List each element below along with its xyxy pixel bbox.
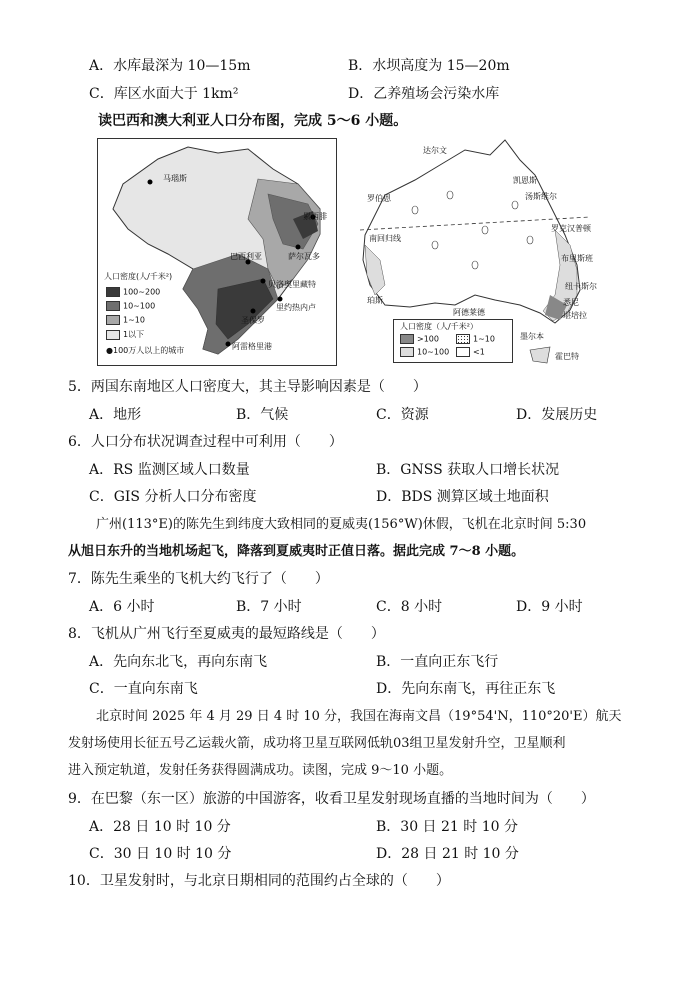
q9-option-b: B．30 日 21 时 10 分 [376, 819, 518, 835]
intro-5-6: 读巴西和澳大利亚人口分布图，完成 5～6 小题。 [98, 113, 408, 129]
q9-option-c: C．30 日 10 时 10 分 [89, 846, 232, 862]
australia-legend-2: 1~10 [456, 334, 495, 344]
australia-legend-3: 10~100 [400, 347, 449, 357]
label-rio: 里约热内卢 [276, 303, 316, 312]
q6-stem: 6．人口分布状况调查过程中可利用（ ） [68, 434, 343, 450]
q7-option-d: D．9 小时 [516, 599, 583, 615]
q4-option-d: D．乙养殖场会污染水库 [348, 86, 500, 102]
label-brasilia: 巴西利亚 [230, 252, 262, 261]
q10-stem: 10．卫星发射时，与北京日期相同的范围约占全球的（ ） [68, 873, 450, 889]
intro-9-10-line2: 发射场使用长征五号乙运载火箭，成功将卫星互联网低轨03组卫星发射升空，卫星顺利 [68, 736, 566, 751]
label-townsville: 汤斯维尔 [525, 192, 557, 201]
label-perth: 珀斯 [367, 296, 383, 305]
label-canberra: 堪培拉 [563, 311, 587, 320]
australia-legend [393, 319, 513, 363]
label-brisbane: 布里斯班 [561, 254, 593, 263]
q7-stem: 7．陈先生乘坐的飞机大约飞行了（ ） [68, 571, 329, 587]
label-rockhampton: 罗克汉普顿 [551, 224, 591, 233]
brazil-legend-city: ●100万人以上的城市 [106, 346, 185, 355]
intro-9-10-line1: 北京时间 2025 年 4 月 29 日 4 时 10 分，我国在海南文昌（19°54'N，110°20'E）航天 [96, 709, 622, 724]
q6-option-b: B．GNSS 获取人口增长状况 [376, 462, 560, 478]
q6-option-d: D．BDS 测算区域土地面积 [376, 489, 549, 505]
label-manaus: 马瑙斯 [163, 174, 187, 183]
intro-9-10-line3: 进入预定轨道，发射任务获得圆满成功。读图，完成 9～10 小题。 [68, 763, 453, 778]
label-cairns: 凯恩斯 [513, 176, 537, 185]
q7-option-b: B．7 小时 [236, 599, 302, 615]
q5-option-b: B．气候 [236, 407, 289, 423]
label-sydney: 悉尼 [563, 298, 579, 307]
q8-option-d: D．先向东南飞，再往正东飞 [376, 681, 556, 697]
brazil-legend-title: 人口密度(人/千米²) [104, 272, 173, 281]
q4-option-b: B．水坝高度为 15—20m [348, 58, 510, 74]
australia-legend-title: 人口密度（人/千米²） [400, 322, 478, 331]
label-tropic: 南回归线 [369, 234, 401, 243]
q5-stem: 5．两国东南地区人口密度大，其主导影响因素是（ ） [68, 379, 427, 395]
q5-option-d: D．发展历史 [516, 407, 598, 423]
q8-option-c: C．一直向东南飞 [89, 681, 198, 697]
intro-7-8-line1: 广州(113°E)的陈先生到纬度大致相同的夏威夷(156°W)休假，飞机在北京时间 5:30 [96, 517, 587, 532]
q7-option-a: A．6 小时 [89, 599, 155, 615]
label-roebourne: 罗伯恩 [367, 194, 391, 203]
label-sao-paulo: 圣保罗 [241, 316, 265, 325]
q7-option-c: C．8 小时 [376, 599, 443, 615]
brazil-legend-3: 1~10 [106, 315, 145, 325]
q5-option-c: C．资源 [376, 407, 429, 423]
brazil-legend-1: 100~200 [106, 287, 160, 297]
q5-option-a: A．地形 [89, 407, 142, 423]
q6-option-c: C．GIS 分析人口分布密度 [89, 489, 257, 505]
q9-stem: 9．在巴黎（东一区）旅游的中国游客，收看卫星发射现场直播的当地时间为（ ） [68, 791, 595, 807]
label-melbourne: 墨尔本 [520, 332, 544, 341]
label-belo-horizonte: 贝洛奥里藏特 [268, 280, 316, 289]
label-porto-alegre: 阿雷格里港 [232, 342, 272, 351]
q4-option-a: A．水库最深为 10—15m [89, 58, 251, 74]
q6-option-a: A．RS 监测区域人口数量 [89, 462, 250, 478]
q9-option-a: A．28 日 10 时 10 分 [89, 819, 231, 835]
q4-option-c: C．库区水面大于 1km² [89, 86, 239, 102]
label-newcastle: 纽卡斯尔 [565, 282, 597, 291]
q8-option-a: A．先向东北飞，再向东南飞 [89, 654, 268, 670]
q8-option-b: B．一直向正东飞行 [376, 654, 499, 670]
label-hobart: 霍巴特 [555, 352, 579, 361]
australia-map [355, 135, 600, 365]
label-recife: 累西腓 [303, 212, 327, 221]
brazil-legend-2: 10~100 [106, 301, 155, 311]
q9-option-d: D．28 日 21 时 10 分 [376, 846, 519, 862]
australia-legend-4: <1 [456, 347, 485, 357]
brazil-map [97, 138, 337, 366]
label-salvador: 萨尔瓦多 [288, 252, 320, 261]
label-adelaide: 阿德莱德 [453, 308, 485, 317]
label-darwin: 达尔文 [423, 146, 447, 155]
intro-7-8-line2: 从旭日东升的当地机场起飞，降落到夏威夷时正值日落。据此完成 7～8 小题。 [68, 544, 525, 559]
australia-legend-1: >100 [400, 334, 439, 344]
brazil-legend-4: 1以下 [106, 329, 144, 340]
q8-stem: 8．飞机从广州飞行至夏威夷的最短路线是（ ） [68, 626, 385, 642]
